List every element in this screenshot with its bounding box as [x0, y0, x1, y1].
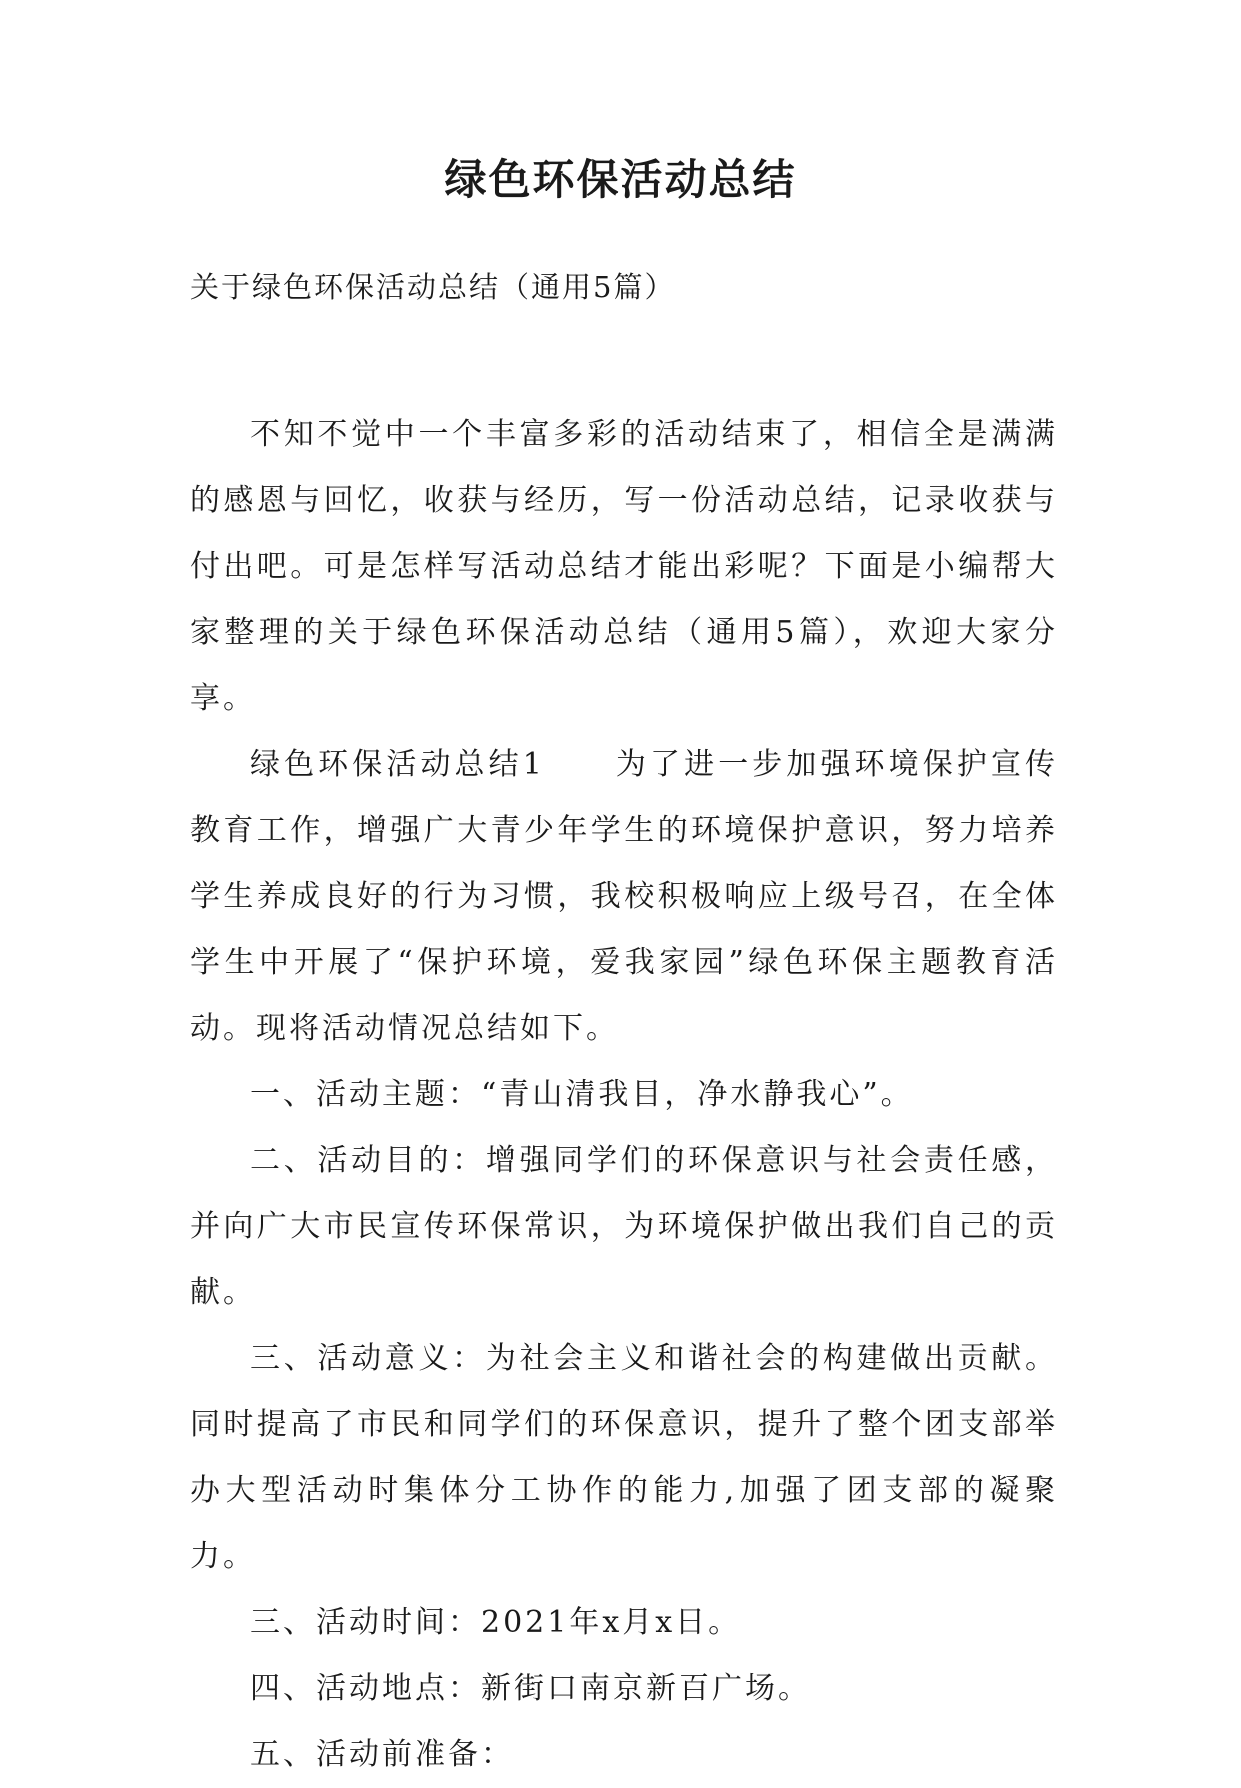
- section-1-text: 为了进一步加强环境保护宣传教育工作，增强广大青少年学生的环境保护意识，努力培养学生养成良好的行为习惯，我校积极响应上级号召，在全体学生中开展了“保护环境，爱我家园”绿色环保主题教育活动。现将活动情况总结如下。: [190, 747, 1059, 1046]
- document-subtitle: 关于绿色环保活动总结（通用5篇）: [190, 270, 676, 304]
- document-body: [190, 402, 1058, 1788]
- item-preparation: 五、活动前准备：: [250, 1737, 514, 1772]
- item-theme: 一、活动主题：“青山清我目，净水静我心”。: [250, 1077, 914, 1112]
- item-time: 三、活动时间：2021年x月x日。: [250, 1605, 742, 1640]
- item-significance: 三、活动意义：为社会主义和谐社会的构建做出贡献。同时提高了市民和同学们的环保意识，提升了整个团支部举办大型活动时集体分工协作的能力,加强了团支部的凝聚力。: [190, 1341, 1058, 1574]
- item-location: 四、活动地点：新街口南京新百广场。: [250, 1671, 811, 1706]
- section-1-paragraph: [190, 732, 1058, 1062]
- section-1-heading: 绿色环保活动总结1: [250, 747, 545, 782]
- document-title: 绿色环保活动总结: [444, 155, 797, 204]
- intro-paragraph: 不知不觉中一个丰富多彩的活动结束了，相信全是满满的感恩与回忆，收获与经历，写一份活动总结，记录收获与付出吧。可是怎样写活动总结才能出彩呢？下面是小编帮大家整理的关于绿色环保活动总结（通用5篇），欢迎大家分享。: [190, 417, 1058, 716]
- item-purpose: 二、活动目的：增强同学们的环保意识与社会责任感，并向广大市民宣传环保常识，为环境保护做出我们自己的贡献。: [190, 1143, 1058, 1310]
